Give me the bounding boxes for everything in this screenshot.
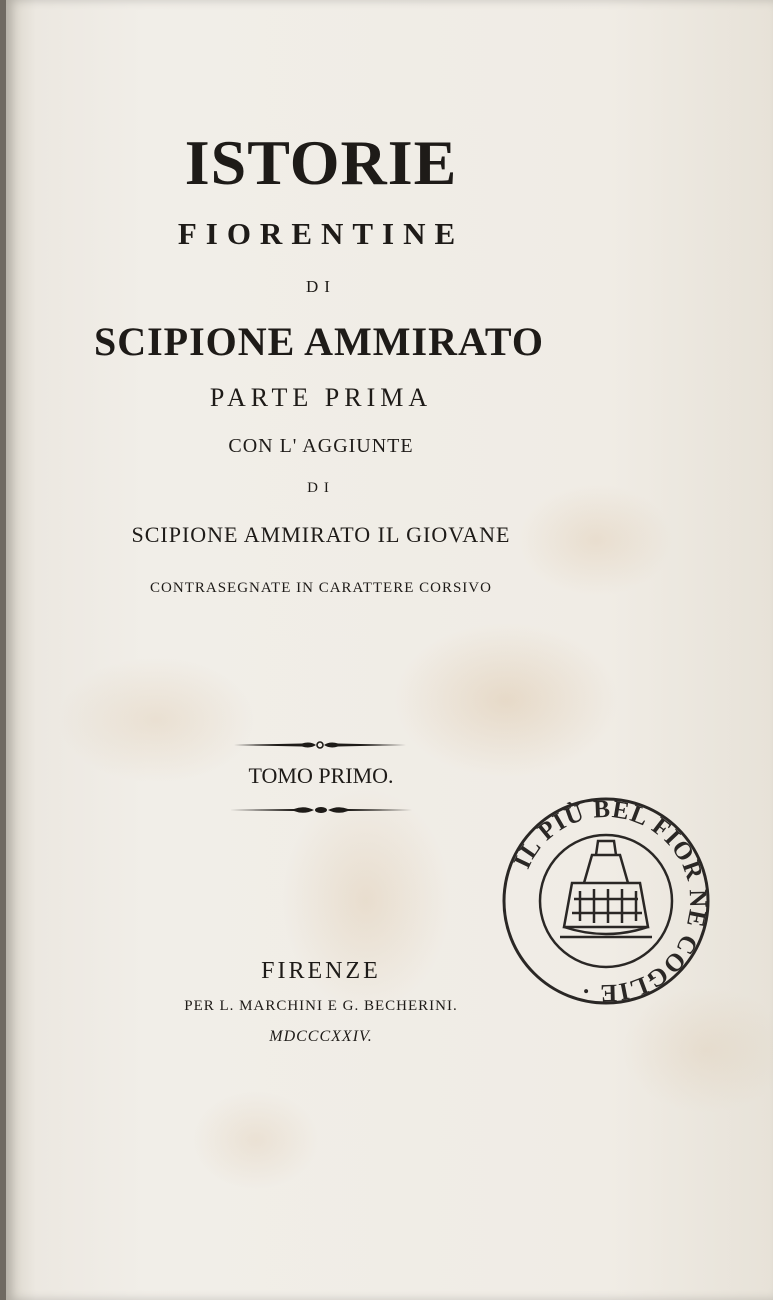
publication-year: MDCCCXXIV.	[269, 1028, 373, 1045]
publication-city: FIRENZE	[261, 958, 381, 984]
part-label: PARTE PRIMA	[209, 383, 433, 412]
volume-label: TOMO PRIMO.	[248, 763, 394, 788]
ornamental-rule-bottom	[228, 803, 414, 817]
publisher-line: PER L. MARCHINI E G. BECHERINI.	[184, 998, 458, 1014]
contributor-name: SCIPIONE AMMIRATO IL GIOVANE	[131, 522, 511, 547]
sieve-emblem-icon	[560, 841, 652, 937]
italic-note: CONTRASEGNATE IN CARATTERE CORSIVO	[150, 580, 492, 596]
preposition-di-2: DI	[307, 480, 335, 496]
book-subtitle: FIORENTINE	[177, 216, 465, 251]
book-title: ISTORIE	[184, 127, 458, 198]
title-page	[6, 0, 773, 1300]
preposition-di: DI	[306, 277, 336, 296]
stamp-motto: IL PIÙ BEL FIOR NE COGLIE ·	[508, 795, 712, 1007]
author-name: SCIPIONE AMMIRATO	[93, 319, 544, 364]
ornamental-rule-top	[232, 738, 408, 752]
additions-label: CON L' AGGIUNTE	[228, 435, 414, 457]
